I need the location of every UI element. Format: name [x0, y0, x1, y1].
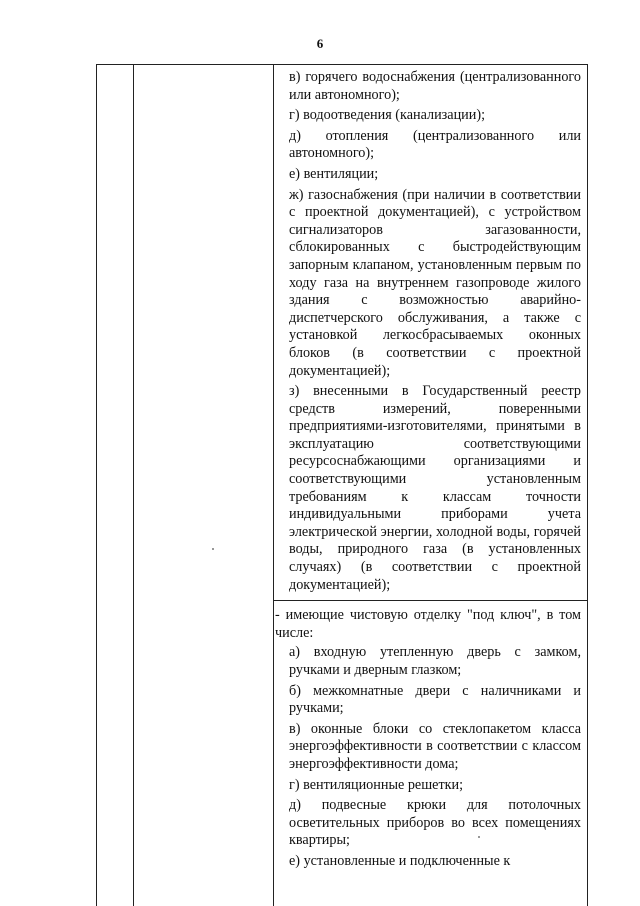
list-item: г) вентиляционные решетки; — [289, 776, 464, 793]
list-item: в) горячего водоснабжения (централизованного или автономного); — [289, 69, 581, 103]
list-item: ж) газоснабжения (при наличии в соответствии с проектной документацией), с устройством сигнализаторов загазованности, сблокированных с быстродействующим запорным клапаном, установленным первым по ходу газа на внутреннем газопроводе жилого здания с возможностью аварийно-диспетчерского обслуживания, а также с установкой легкосбрасываемых оконных блоков (в соответствии с проектной документацией); — [289, 186, 581, 379]
scan-speck — [212, 548, 214, 550]
list-item: е) вентиляции; — [289, 165, 379, 182]
list-item: з) внесенными в Государственный реестр средств измерений, поверенными предприятиями-изготовителями, принятыми в эксплуатацию соответствующими ресурсоснабжающими организациями и соответствующими установленным требованиям к классам точности индивидуальными приборами учета электрической энергии, холодной воды, горячей воды, природного газа (в установленных случаях) (в соответствии с проектной документацией); — [289, 383, 581, 593]
requirements-table — [96, 64, 588, 906]
requirements-cell — [275, 69, 581, 874]
section-lead: - имеющие чистовую отделку "под ключ", в том числе: — [275, 607, 581, 641]
list-item: в) оконные блоки со стеклопакетом класса энергоэффективности в соответствии с классом энергоэффективности дома; — [289, 720, 581, 772]
list-item: б) межкомнатные двери с наличниками и ручками; — [289, 682, 581, 717]
list-item: а) входную утепленную дверь с замком, ручками и дверным глазком; — [289, 644, 581, 678]
page-number: 6 — [316, 36, 324, 51]
scan-speck — [478, 836, 480, 838]
row-separator — [273, 600, 587, 601]
list-item: е) установленные и подключенные к — [289, 852, 511, 869]
list-item: г) водоотведения (канализации); — [289, 107, 486, 124]
list-item: д) подвесные крюки для потолочных осветительных приборов во всех помещениях квартиры; — [289, 797, 581, 849]
list-item: д) отопления (централизованного или автономного); — [289, 127, 581, 162]
column-divider-1 — [133, 65, 134, 906]
column-divider-2 — [273, 65, 274, 906]
